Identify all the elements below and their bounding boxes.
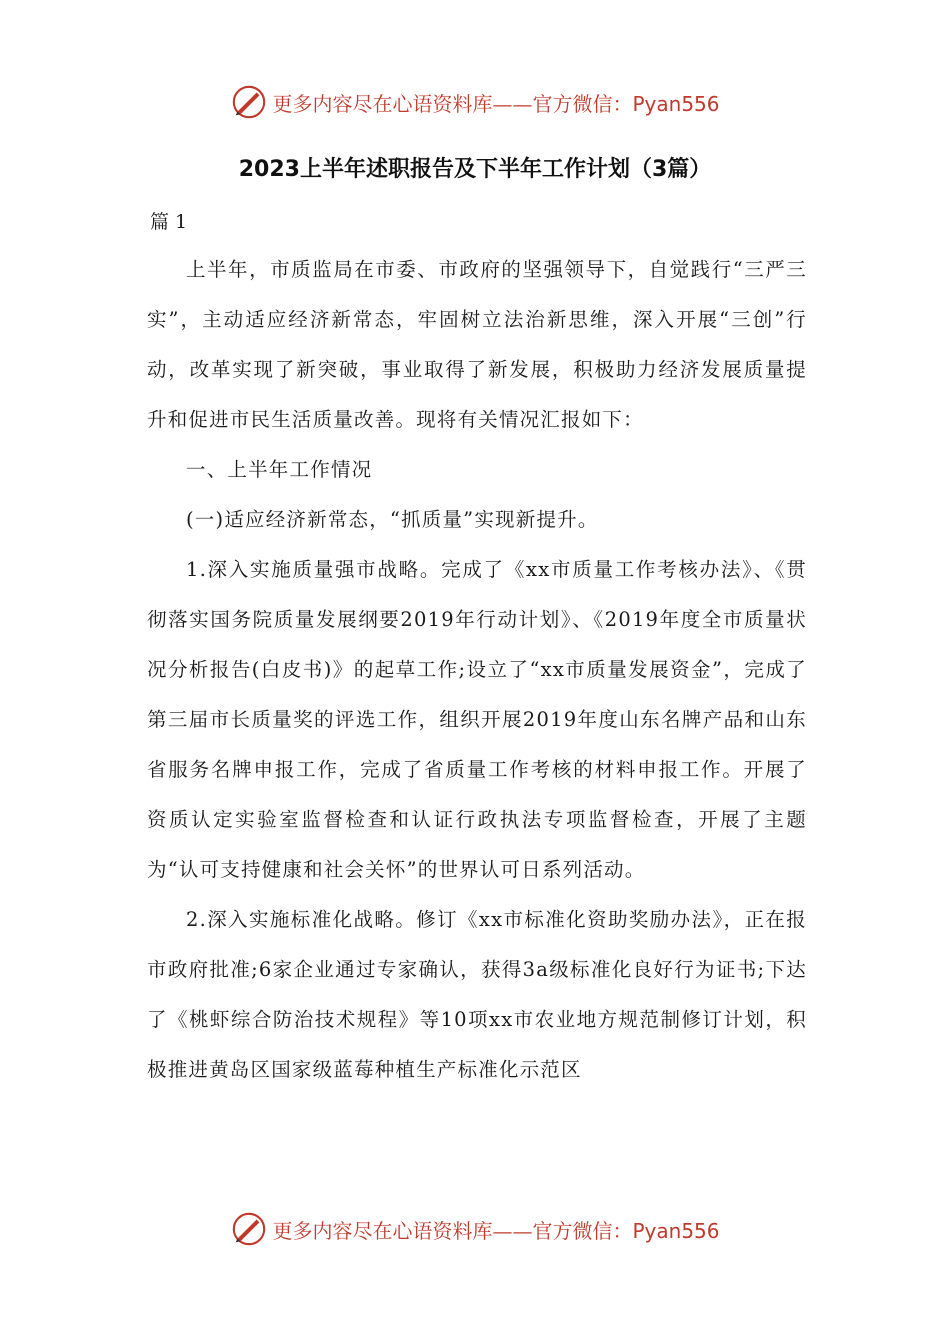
watermark-text [272,1215,719,1244]
watermark-banner-top [0,82,950,122]
document-body [147,245,807,1095]
document-title: 2023上半年述职报告及下半年工作计划（3篇） [238,157,712,182]
paragraph-intro: 上半年，市质监局在市委、市政府的坚强领导下，自觉践行“三严三实”，主动适应经济新常态，牢固树立法治新思维，深入开展“三创”行动，改革实现了新突破，事业取得了新发展，积极助力经济发展质量提升和促进市民生活质量改善。现将有关情况汇报如下： [147,258,807,431]
paragraph-quality-strategy: 1.深入实施质量强市战略。完成了《xx市质量工作考核办法》、《贯彻落实国务院质量发展纲要2019年行动计划》、《2019年度全市质量状况分析报告(白皮书)》的起草工作;设立了“xx市质量发展资金”，完成了第三届市长质量奖的评选工作，组织开展2019年度山东名牌产品和山东省服务名牌申报工作，完成了省质量工作考核的材料申报工作。开展了资质认定实验室监督检查和认证行政执法专项监督检查，开展了主题为“认可支持健康和社会关怀”的世界认可日系列活动。 [147,558,807,881]
heading-first-half-work: 一、上半年工作情况 [186,458,373,481]
watermark-wechat-id: Pyan556 [632,91,720,116]
watermark-text [272,88,719,117]
watermark-wechat-id: Pyan556 [632,1218,720,1243]
section-label: 篇 1 [150,211,188,233]
paragraph-standardization-strategy: 2.深入实施标准化战略。修订《xx市标准化资助奖励办法》，正在报市政府批准;6家企业通过专家确认，获得3a级标准化良好行为证书;下达了《桃虾综合防治技术规程》等10项xx市农业地方规范制修订计划，积极推进黄岛区国家级蓝莓种植生产标准化示范区 [147,908,807,1081]
pen-logo-icon [230,83,268,121]
watermark-prefix: 更多内容尽在心语资料库——官方微信： [272,1218,633,1243]
watermark-prefix: 更多内容尽在心语资料库——官方微信： [272,91,633,116]
pen-logo-icon [230,1210,268,1248]
subheading-quality: (一)适应经济新常态，“抓质量”实现新提升。 [186,508,599,531]
watermark-banner-bottom [0,1209,950,1249]
